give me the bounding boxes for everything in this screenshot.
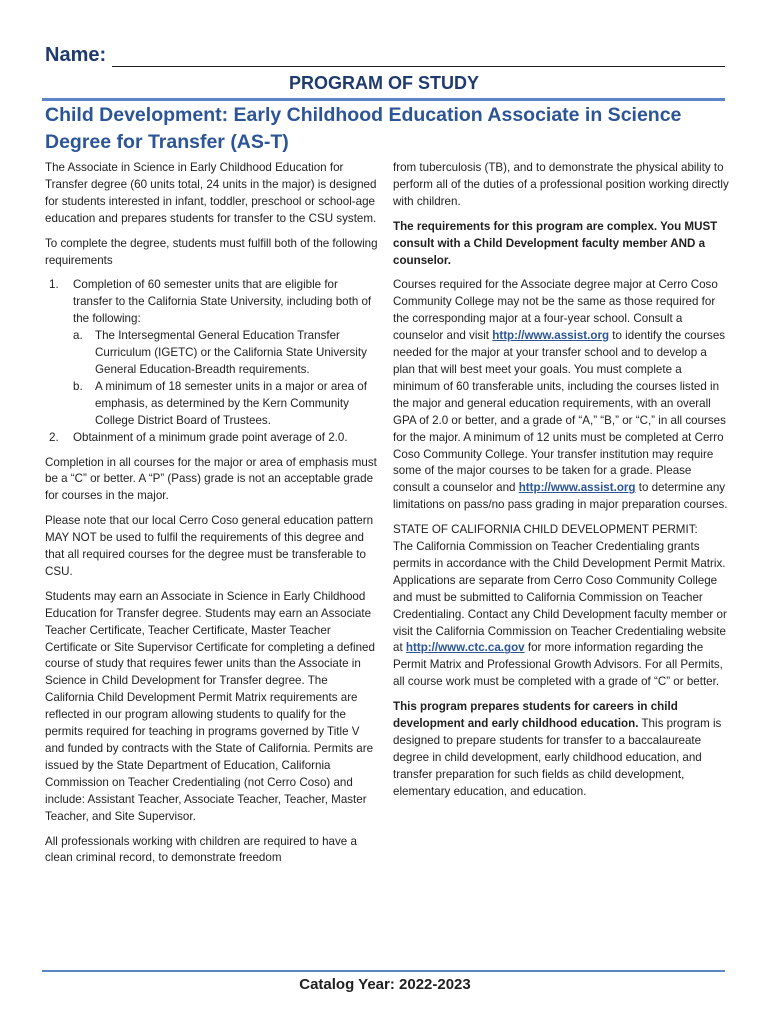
requirement-text: Obtainment of a minimum grade point average of 2.0. — [73, 430, 348, 444]
certificates-paragraph: Students may earn an Associate in Science in Early Childhood Education for Transfer degree. Students may earn an Associate Teacher Certificate, Teacher Certificate, Master Teacher Certificate or Site Supervisor Certificate for completing a defined course of study that requires fewer units than the Associate in Science in Child Development for Transfer degree. The California Child Development Permit Matrix requirements are reflected in our program allowing students to qualify for the permits required for teaching in programs governed by Title V and funded by contracts with the State of California. Permits are issued by the State Department of Education, California Commission on Teacher Credentialing (not Cerro Coso) and include: Assistant Teacher, Associate Teacher, Teacher, Master Teacher, and Site Supervisor. — [45, 589, 375, 823]
sub-requirement-item — [73, 328, 378, 379]
careers-paragraph — [393, 699, 731, 800]
list-letter: b. — [73, 379, 83, 393]
name-blank-line — [112, 44, 725, 67]
assist-link-2[interactable]: http://www.assist.org — [518, 481, 636, 495]
transfer-text-1: Courses required for the Associate degree major at Cerro Coso Community College may not be the same as those required for the corresponding major at a four-year school. Consult a counselor and visit — [393, 278, 718, 343]
intro-paragraph: The Associate in Science in Early Childhood Education for Transfer degree (60 units total, 24 units in the major) is designed for students interested in infant, toddler, preschool or school-age education and prepares students for transfer to the CSU system. — [45, 161, 377, 225]
page-title — [45, 102, 725, 156]
sub-requirement-item — [73, 379, 378, 430]
requirements-list — [45, 277, 378, 446]
transfer-text-3: to determine any limitations on pass/no pass grading in major preparation courses. — [393, 481, 728, 512]
ctc-link[interactable]: http://www.ctc.ca.gov — [405, 641, 525, 655]
transfer-courses-paragraph — [393, 277, 731, 514]
list-letter: a. — [73, 329, 83, 343]
requirement-item — [45, 430, 378, 447]
permit-text-2: for more information regarding the Permit Matrix and Professional Growth Advisors. For all Permits, all course work must be completed with a grade of “C” or better. — [393, 641, 723, 689]
permit-text-1: The California Commission on Teacher Credentialing grants permits in accordance with the Child Development Permit Matrix. Applications are separate from Cerro Coso Community College and must be submitted to California Commission on Teacher Credentialing. Contact any Child Development faculty member or visit the California Commission on Teacher Credentialing website at — [393, 540, 727, 655]
professionals-paragraph: All professionals working with children are required to have a clean criminal record, to demonstrate freedom — [45, 834, 357, 865]
complex-requirements-text: The requirements for this program are complex. You MUST consult with a Child Development faculty member AND a counselor. — [393, 219, 718, 267]
right-column — [393, 160, 731, 809]
careers-text: This program is designed to prepare students for transfer to a baccalaureate degree in child development, early childhood education, and transfer preparation for such fields as child development, elementary education, and education. — [393, 717, 722, 798]
requirements-intro: To complete the degree, students must fulfill both of the following requirements — [45, 236, 378, 267]
left-column — [45, 160, 378, 875]
requirement-text: Completion of 60 semester units that are eligible for transfer to the California State University, including both of the following: — [73, 278, 372, 326]
program-of-study-heading: PROGRAM OF STUDY — [288, 73, 479, 93]
sub-requirements-list — [73, 328, 378, 429]
tb-paragraph: from tuberculosis (TB), and to demonstrate the physical ability to perform all of the duties of a professional position working directly with children. — [393, 161, 729, 208]
assist-link[interactable]: http://www.assist.org — [492, 329, 610, 343]
name-label: Name: — [45, 44, 107, 66]
grade-requirement-paragraph: Completion in all courses for the major or area of emphasis must be a “C” or better. A “P” (Pass) grade is not an acceptable grade for courses in the major. — [45, 455, 377, 503]
footer-divider — [42, 970, 725, 972]
permit-heading: STATE OF CALIFORNIA CHILD DEVELOPMENT PERMIT: — [393, 523, 698, 537]
list-number: 1. — [49, 278, 59, 292]
ge-pattern-note: Please note that our local Cerro Coso general education pattern MAY NOT be used to fulfil the requirements of this degree and that all required courses for the degree must be transferable to CSU. — [45, 514, 374, 578]
sub-requirement-text: The Intersegmental General Education Transfer Curriculum (IGETC) or the California State University General Education-Breadth requirements. — [95, 329, 367, 376]
title-line-2: Degree for Transfer (AS-T) — [45, 131, 289, 153]
name-field-row — [45, 44, 725, 67]
catalog-year: Catalog Year: 2022-2023 — [299, 976, 471, 993]
title-line-1: Child Development: Early Childhood Education Associate in Science — [45, 104, 682, 126]
list-number: 2. — [49, 430, 59, 444]
careers-bold-text: This program prepares students for careers in child development and early childhood education. — [393, 700, 678, 731]
header-divider — [42, 98, 725, 101]
complex-requirements-note — [393, 219, 731, 270]
permit-paragraph — [393, 522, 731, 691]
transfer-text-2: to identify the courses needed for the major at your transfer school and to develop a plan that will best meet your goals. You must complete a minimum of 60 transferable units, including the courses listed in the major and general education requirements, with an overall GPA of 2.0 or better, and a grade of “A,” “B,” or “C,” in all courses for the major. A minimum of 12 units must be completed at Cerro Coso Community College. Your transfer institution may require some of the major courses to be taken for a grade. Please consult a counselor and — [393, 329, 726, 495]
sub-requirement-text: A minimum of 18 semester units in a major or area of emphasis, as determined by the Kern Community College District Board of Trustees. — [95, 379, 367, 427]
requirement-item — [45, 277, 378, 429]
